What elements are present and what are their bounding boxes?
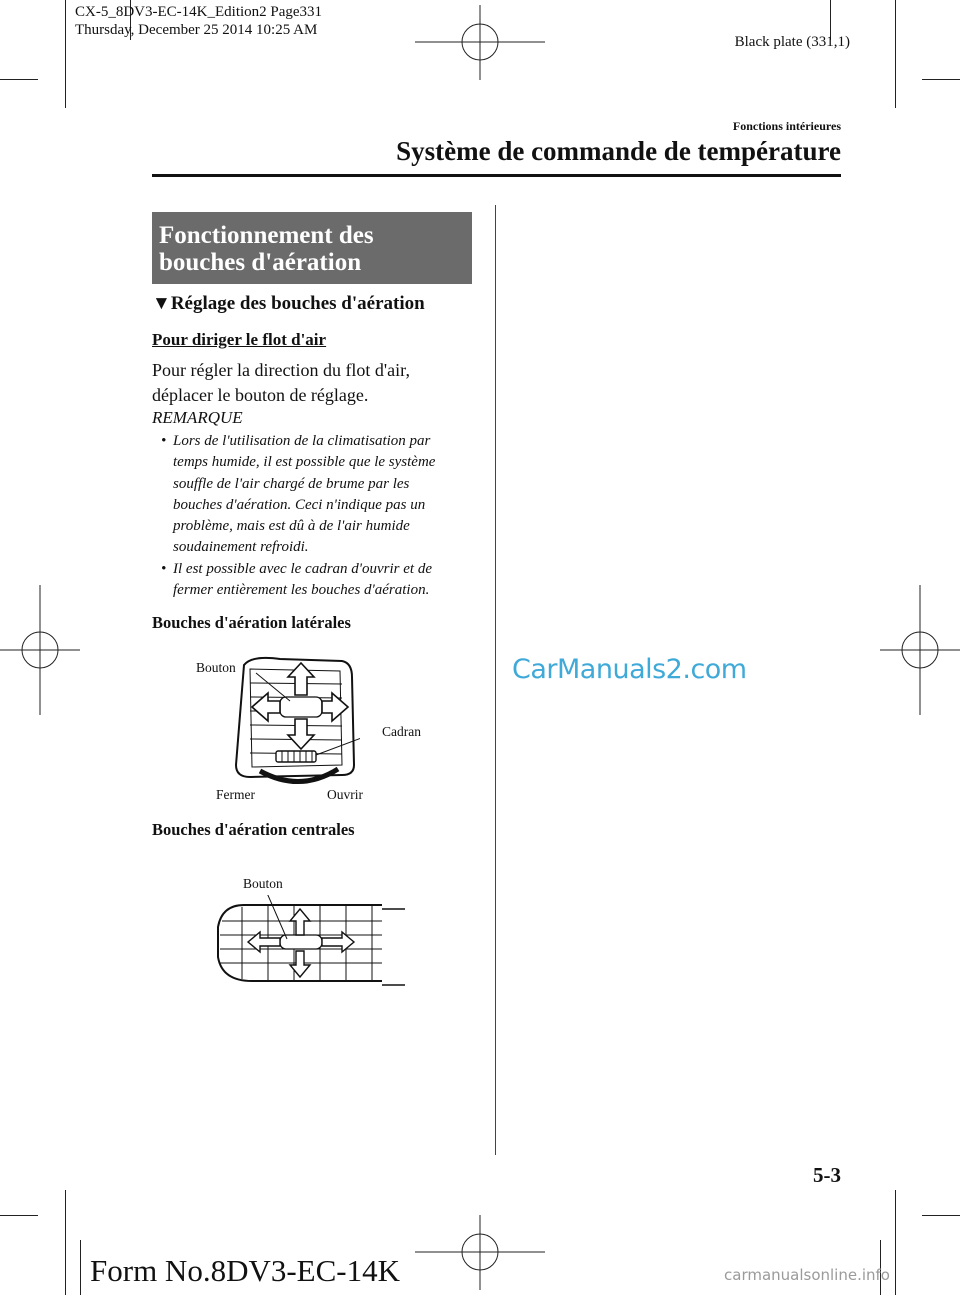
crop-mark-tr-h [922,79,960,80]
crop-mark-bl-h [0,1215,38,1216]
subheading-text: Réglage des bouches d'aération [170,293,425,314]
crop-mark-tl-h [0,79,38,80]
note2-line: Il est possible avec le cadran d'ouvrir et de [173,560,432,577]
form-number: Form No.8DV3-EC-14K [90,1253,400,1288]
note1-line: temps humide, il est possible que le système [173,454,436,471]
page-number: 5-3 [813,1163,841,1187]
triangle-marker-icon: ▼ [152,293,171,314]
header-rule [152,174,841,177]
body-paragraph [152,358,410,408]
note1-line: bouches d'aération. Ceci n'indique pas un [173,496,426,513]
section-heading [152,212,472,276]
crop-mark-br-h [922,1215,960,1216]
crop-mark-bottom-left-v [80,1240,81,1295]
column-divider [495,205,496,1155]
body-line1: Pour régler la direction du flot d'air, [152,360,410,380]
registration-target-left-icon [0,585,80,715]
label-ouvrir: Ouvrir [327,787,363,802]
note2-line: fermer entièrement les bouches d'aération. [173,582,430,599]
chapter-title: Fonctions intérieures [732,119,841,133]
registration-target-right-icon [880,585,960,715]
note1-line: problème, mais est dû à de l'air humide [173,518,410,535]
note1-line: souffle de l'air chargé de brume par les [173,475,410,492]
crop-mark-br-v [895,1190,896,1295]
note1-line: Lors de l'utilisation de la climatisation par [173,433,431,449]
note1-line: soudainement refroidi. [173,539,309,556]
section-heading-box [152,212,472,284]
label-fermer: Fermer [216,787,255,802]
section-heading-line1: Fonctionnement des [159,222,374,249]
registration-target-top-icon [415,5,545,80]
section-title: Système de commande de température [396,136,841,166]
note-item-1 [161,431,483,559]
note-list [161,431,483,601]
label-bouton-center: Bouton [243,876,283,891]
label-cadran: Cadran [382,724,421,739]
note-item-2 [161,559,483,602]
file-info-line2: Thursday, December 25 2014 10:25 AM [75,22,318,38]
file-info-line1: CX-5_8DV3-EC-14K_Edition2 Page331 [75,4,323,20]
subheading [152,293,425,315]
side-vents-heading: Bouches d'aération latérales [152,613,351,632]
watermark-site: carmanualsonline.info [724,1266,890,1284]
side-vent-illustration [230,655,360,790]
section-heading-line2: bouches d'aération [159,249,362,276]
crop-mark-bl-v [65,1190,66,1295]
note-label: REMARQUE [152,408,243,427]
airflow-direction-heading: Pour diriger le flot d'air [152,330,327,349]
center-vent-illustration [212,895,407,990]
bullet-icon: • [161,560,167,577]
registration-target-bottom-icon [415,1215,545,1290]
center-vents-heading: Bouches d'aération centrales [152,820,355,839]
file-info [75,3,322,39]
crop-mark-tl-v [65,0,66,108]
crop-mark-tr-v [895,0,896,108]
body-line2: déplacer le bouton de réglage. [152,385,369,405]
bullet-icon: • [161,433,167,449]
black-plate-label: Black plate (331,1) [734,34,850,50]
label-bouton-side: Bouton [196,660,236,675]
watermark-brand: CarManuals2.com [512,654,747,685]
